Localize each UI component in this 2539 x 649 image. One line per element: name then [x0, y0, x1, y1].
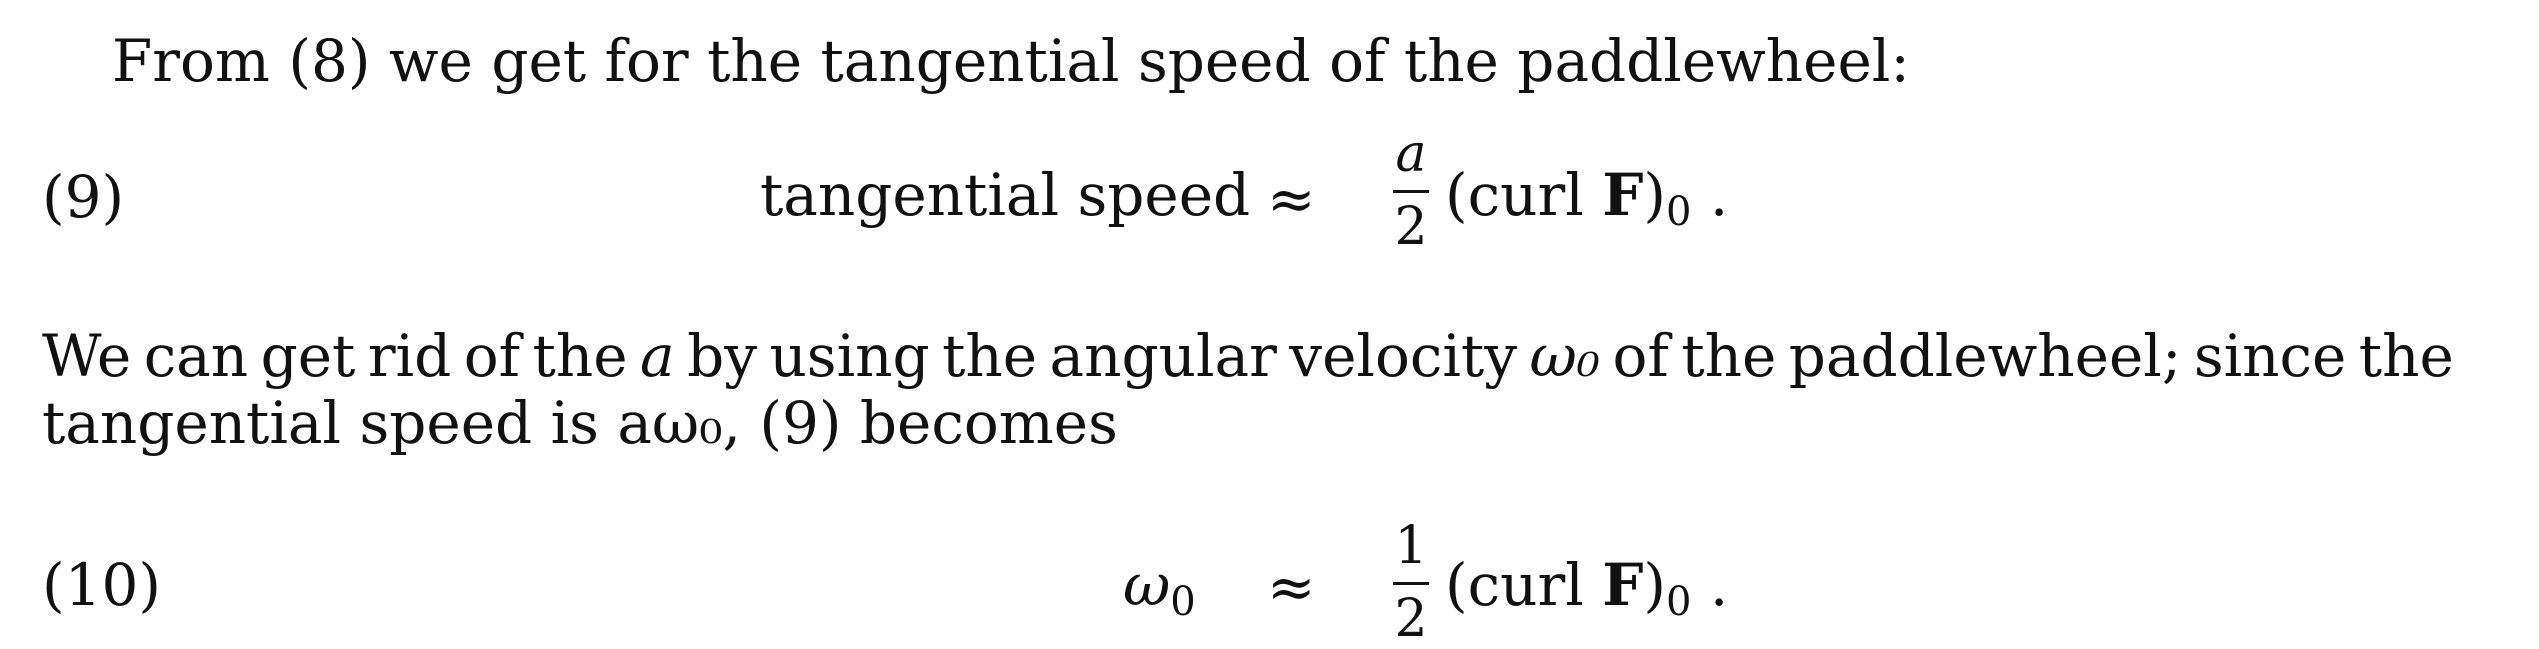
approx-operator: ≈ [1267, 553, 1316, 621]
equation-number: (9) [42, 163, 125, 231]
curl-open: (curl [1445, 551, 1603, 619]
word: the [532, 322, 628, 390]
word: get [260, 322, 356, 390]
symbol-omega-0: ω₀ [1529, 322, 1600, 390]
approx-operator: ≈ [1267, 165, 1316, 233]
equation-lhs: tangential speed [760, 161, 1251, 229]
fraction [1389, 124, 1433, 257]
subscript: 0 [1666, 189, 1692, 235]
paragraph-line-2: tangential speed is aω₀, (9) becomes [42, 389, 1118, 457]
word: angular [1049, 322, 1277, 390]
vector-field-symbol: F [1602, 551, 1644, 619]
equation-number: (10) [42, 551, 162, 619]
curl-close: ) [1643, 161, 1667, 229]
word: We [42, 322, 132, 390]
word: can [143, 322, 249, 390]
subscript: 0 [1666, 579, 1692, 625]
word: the [1681, 322, 1777, 390]
subscript: 0 [1170, 579, 1196, 625]
vector-field-symbol: F [1602, 161, 1644, 229]
word: velocity [1289, 322, 1517, 390]
word: rid [367, 322, 452, 390]
fraction-denominator: 2 [1394, 197, 1428, 257]
fraction [1389, 516, 1433, 649]
period: . [1691, 161, 1729, 229]
word: of [463, 322, 521, 390]
fraction-denominator: 2 [1394, 589, 1428, 649]
word: of [1612, 322, 1669, 390]
word: using [769, 322, 930, 390]
omega-symbol: ω [1123, 551, 1171, 619]
word: the [942, 322, 1038, 390]
word: since [2193, 322, 2347, 390]
fraction-numerator: 1 [1394, 516, 1428, 576]
symbol-a: a [640, 322, 675, 390]
curl-close: ) [1643, 551, 1667, 619]
curl-open: (curl [1445, 161, 1603, 229]
curl-expression [1445, 161, 1729, 235]
paragraph-line-1 [42, 322, 2454, 390]
word: the [2358, 322, 2454, 390]
equation-lhs [1123, 551, 1196, 625]
intro-line: From (8) we get for the tangential speed of the paddlewheel: [112, 27, 1910, 95]
fraction-bar [1393, 190, 1429, 193]
fraction-bar [1393, 582, 1429, 585]
fraction-numerator: a [1395, 124, 1427, 184]
word: paddlewheel; [1788, 322, 2182, 390]
period: . [1691, 551, 1729, 619]
curl-expression [1445, 551, 1729, 625]
word: by [687, 322, 757, 390]
